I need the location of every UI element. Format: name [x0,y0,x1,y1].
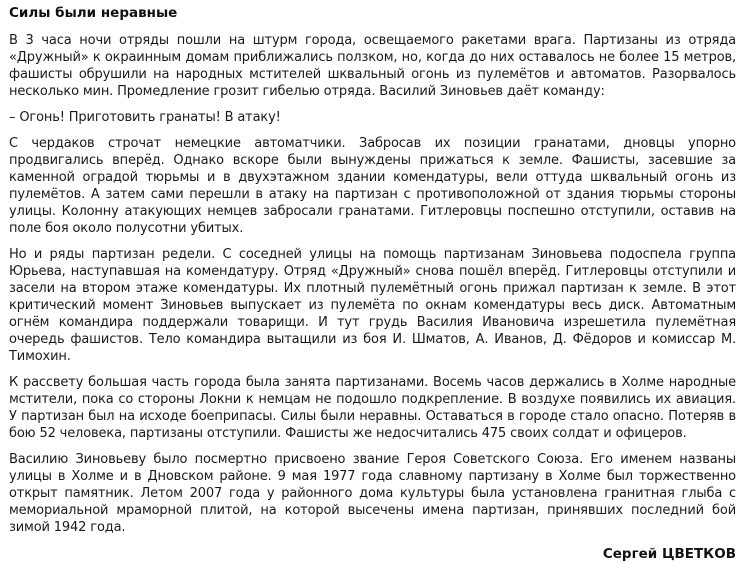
article-title: Силы были неравные [9,5,178,21]
paragraph-3: С чердаков строчат немецкие автоматчики. Забросав их позиции гранатами, дновцы упорно продвигались вперёд. Однако вскоре были вынуждены прижаться к земле. Фашисты, засевшие за каменной оградой тюрьмы и в двухэтажном здании комендатуры, вели оттуда шквальный огонь из пулемётов. А затем сами перешли в атаку на партизан с противоположной от здания тюрьмы стороны улицы. Колонну атакующих немцев забросали гранатами. Гитлеровцы поспешно отступили, оставив на поле боя около полусотни убитых. [9,136,736,236]
paragraph-1: В 3 часа ночи отряды пошли на штурм города, освещаемого ракетами врага. Партизаны из отряда «Дружный» к окраинным домам приближались ползком, но, когда до них оставалось не более 15 метров, фашисты обрушили на народных мстителей шквальный огонь из пулемётов и автоматов. Разорвалось несколько мин. Промедление грозит гибелью отряда. Василий Зиновьев даёт команду: [9,33,736,99]
paragraph-2-command: – Огонь! Приготовить гранаты! В атаку! [9,110,281,125]
paragraph-6: Василию Зиновьеву было посмертно присвоено звание Героя Советского Союза. Его именем названы улицы в Холме и в Дновском районе. 9 мая 1977 года славному партизану в Холме был торжественно открыт памятник. Летом 2007 года у районного дома культуры была установлена гранитная глыба с мемориальной мраморной плитой, на которой высечены имена партизан, принявших последний бой зимой 1942 года. [9,452,736,535]
paragraph-5: К рассвету большая часть города была занята партизанами. Восемь часов держались в Холме народные мстители, пока со стороны Локни к немцам не подошло подкрепление. В воздухе появились их авиация. У партизан был на исходе боеприпасы. Силы были неравны. Оставаться в городе стало опасно. Потеряв в бою 52 человека, партизаны отступили. Фашисты же недосчитались 475 своих солдат и офицеров. [9,375,736,441]
paragraph-4: Но и ряды партизан редели. С соседней улицы на помощь партизанам Зиновьева подоспела группа Юрьева, наступавшая на комендатуру. Отряд «Дружный» снова пошёл вперёд. Гитлеровцы отступили и засели на втором этаже комендатуры. Их плотный пулемётный огонь прижал партизан к земле. В этот критический момент Зиновьев выпускает из пулемёта по окнам комендатуры весь диск. Автоматным огнём командира поддержали товарищи. И тут грудь Василия Ивановича изрешетила пулемётная очередь фашистов. Тело командира вытащили из боя И. Шматов, А. Иванов, Д. Фёдоров и комиссар М. Тимохин. [9,247,736,364]
article-author: Сергей ЦВЕТКОВ [602,546,736,562]
